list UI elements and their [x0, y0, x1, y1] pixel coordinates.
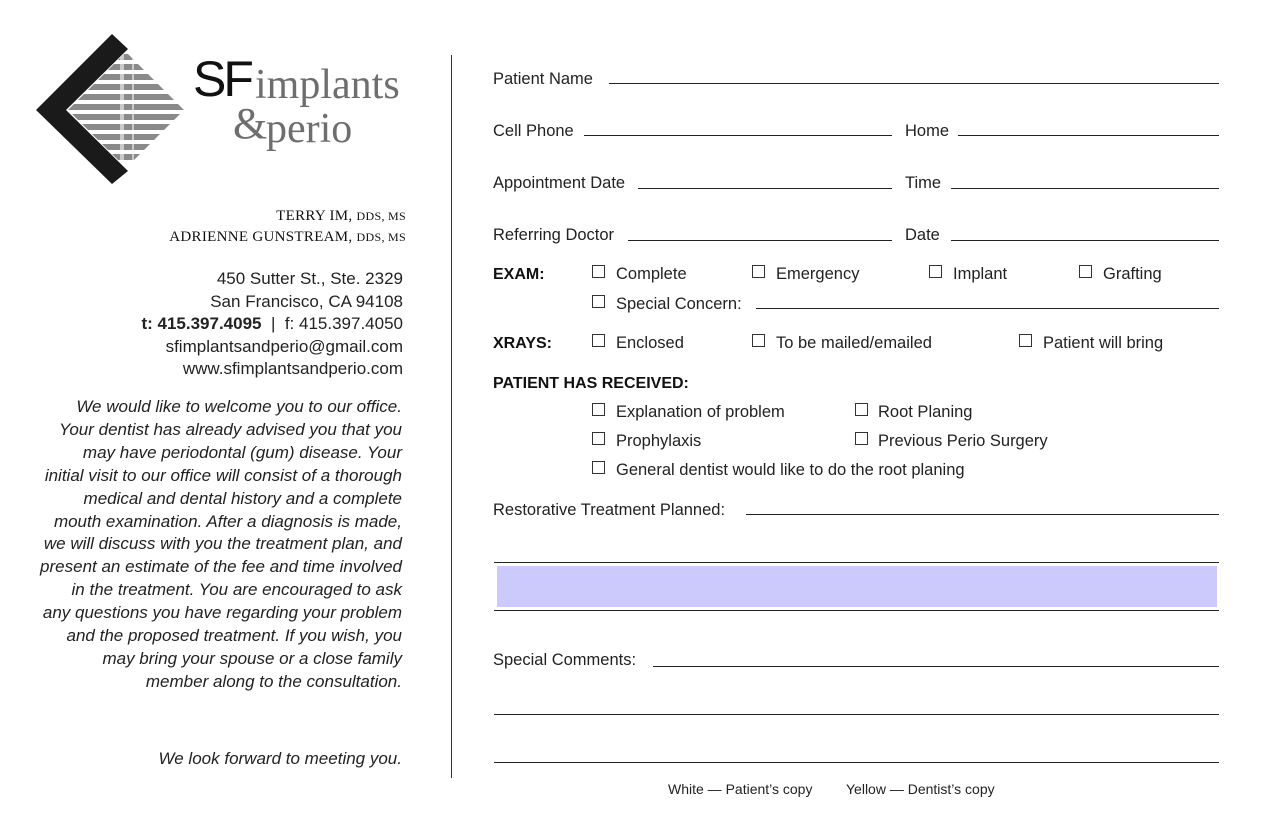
time-label: Time — [905, 174, 942, 192]
xray-patient-bring-checkbox[interactable] — [1019, 334, 1032, 347]
exam-emergency-checkbox[interactable] — [752, 265, 765, 278]
contact-block — [141, 268, 403, 381]
exam-emergency-label: Emergency — [776, 265, 860, 283]
cell-phone-label: Cell Phone — [493, 122, 574, 140]
exam-implant-label: Implant — [953, 265, 1008, 283]
footer-white-copy: White — Patient’s copy — [668, 781, 813, 797]
xray-enclosed-checkbox[interactable] — [592, 334, 605, 347]
welcome-paragraph: We would like to welcome you to our office. Your dentist has already advised you that you may have periodontal (gum) disease. Your initial visit to our office will consist of a thorough medical and dental history and a complete mouth examination. After a diagnosis is made, we will discuss with you the treatment plan, and present an estimate of the fee and time involved in the treatment. You are encouraged to ask any questions you have regarding your problem and the proposed treatment. If you wish, you may bring your spouse or a close family member along to the consultation. — [40, 397, 402, 691]
explanation-checkbox[interactable] — [592, 403, 605, 416]
home-phone-label: Home — [905, 122, 950, 140]
exam-grafting-label: Grafting — [1103, 265, 1162, 283]
restorative-line-2[interactable] — [494, 562, 1219, 563]
doctor-list — [169, 206, 406, 248]
xrays-header: XRAYS: — [493, 335, 552, 352]
address-line-2: San Francisco, CA 94108 — [210, 291, 403, 311]
phone-number: t: 415.397.4095 — [141, 314, 262, 334]
cell-phone-field[interactable] — [584, 135, 892, 136]
patient-name-label: Patient Name — [493, 70, 593, 88]
exam-complete-label: Complete — [616, 265, 687, 283]
footer-yellow-copy: Yellow — Dentist’s copy — [846, 781, 995, 797]
logo-icon — [36, 34, 186, 184]
root-planing-checkbox[interactable] — [855, 403, 868, 416]
special-concern-checkbox[interactable] — [592, 295, 605, 308]
referring-doctor-label: Referring Doctor — [493, 226, 615, 244]
received-header: PATIENT HAS RECEIVED: — [493, 375, 689, 392]
phone-fax-line: t: 415.397.4095 | f: 415.397.4050 — [141, 314, 403, 334]
special-concern-label: Special Concern: — [616, 295, 742, 313]
special-comments-field[interactable] — [653, 666, 1219, 667]
doctor-1: TERRY IM, DDS, MS — [276, 208, 406, 224]
address-line-1: 450 Sutter St., Ste. 2329 — [216, 269, 403, 288]
special-concern-field[interactable] — [756, 308, 1219, 309]
email: sfimplantsandperio@gmail.com — [165, 336, 403, 356]
date-field[interactable] — [951, 240, 1219, 241]
home-phone-field[interactable] — [958, 135, 1219, 136]
referring-doctor-field[interactable] — [628, 240, 892, 241]
special-comments-line-3[interactable] — [494, 762, 1219, 763]
exam-grafting-checkbox[interactable] — [1079, 265, 1092, 278]
fax-number: f: 415.397.4050 — [284, 314, 403, 334]
prophylaxis-checkbox[interactable] — [592, 432, 605, 445]
explanation-label: Explanation of problem — [616, 403, 785, 421]
xray-mailed-label: To be mailed/emailed — [776, 334, 932, 352]
brand-sf: SF — [193, 51, 251, 107]
brand-perio: perio — [266, 106, 353, 152]
time-field[interactable] — [951, 188, 1219, 189]
exam-implant-checkbox[interactable] — [929, 265, 942, 278]
xray-enclosed-label: Enclosed — [616, 334, 684, 352]
previous-surgery-label: Previous Perio Surgery — [878, 432, 1048, 450]
exam-complete-checkbox[interactable] — [592, 265, 605, 278]
column-divider — [451, 55, 452, 778]
restorative-field[interactable] — [746, 514, 1219, 515]
general-dentist-label: General dentist would like to do the root planing — [616, 461, 965, 479]
website: www.sfimplantsandperio.com — [182, 359, 403, 379]
doctor-2: ADRIENNE GUNSTREAM, DDS, MS — [169, 229, 406, 245]
xray-mailed-checkbox[interactable] — [752, 334, 765, 347]
restorative-line-3[interactable] — [494, 610, 1219, 611]
special-comments-label: Special Comments: — [493, 651, 637, 669]
brand-ampersand: & — [233, 99, 268, 148]
date-label: Date — [905, 226, 940, 244]
brand-implants: implants — [255, 62, 400, 108]
appointment-date-label: Appointment Date — [493, 174, 626, 192]
root-planing-label: Root Planing — [878, 403, 973, 421]
previous-surgery-checkbox[interactable] — [855, 432, 868, 445]
highlighted-field[interactable] — [497, 566, 1217, 607]
general-dentist-checkbox[interactable] — [592, 461, 605, 474]
xray-patient-bring-label: Patient will bring — [1043, 334, 1164, 352]
exam-header: EXAM: — [493, 266, 545, 283]
restorative-label: Restorative Treatment Planned: — [493, 501, 726, 519]
closing-line: We look forward to meeting you. — [158, 749, 402, 768]
special-comments-line-2[interactable] — [494, 714, 1219, 715]
prophylaxis-label: Prophylaxis — [616, 432, 702, 450]
patient-name-field[interactable] — [609, 83, 1219, 84]
appointment-date-field[interactable] — [638, 188, 892, 189]
